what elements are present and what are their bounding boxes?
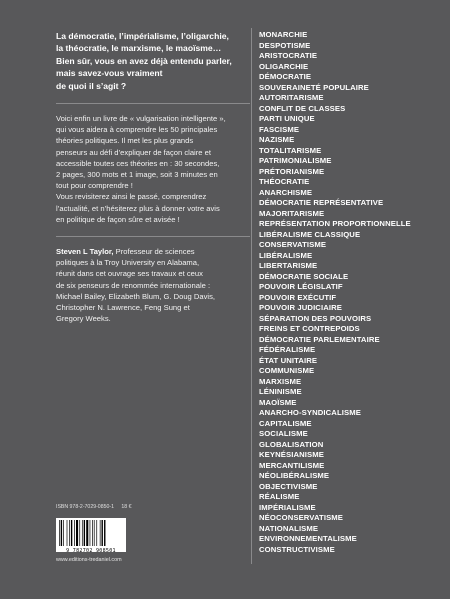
theory-list-item: PATRIMONIALISME [259, 156, 332, 165]
theory-list-item: DÉMOCRATIE REPRÉSENTATIVE [259, 198, 384, 207]
barcode-icon [56, 518, 126, 552]
description-text: Voici enfin un livre de « vulgarisation intelligente », qui vous aidera à comprendre les 50 principales théories politiques. Il met les plus grands penseurs au défi d’expliquer de façon claire et accessible toutes ces théories en : 30 secondes, 2 pages, 300 mots et 1 image, soit 3 minutes en tout pour comprendre ! Vous revisiterez ainsi le passé, comprendrez l’actualité, et n’hésiterez plus à donner votre avis en politique de façon sûre et avisée ! [56, 114, 226, 224]
theory-list-item: DÉMOCRATIE PARLEMENTAIRE [259, 334, 380, 344]
theory-list-item: FREINS ET CONTREPOIDS [259, 324, 360, 333]
theory-list-item: CONSERVATISME [259, 240, 327, 249]
theory-list-item: POUVOIR LÉGISLATIF [259, 282, 343, 291]
theory-list-item: FÉDÉRALISME [259, 345, 316, 354]
theory-list-item: PARTI UNIQUE [259, 114, 315, 123]
theory-list-item: GLOBALISATION [259, 439, 324, 449]
theory-list-item: MAOÏSME [259, 397, 297, 407]
theory-list-item: PRÉTORIANISME [259, 166, 325, 176]
theory-list-item: CONSTRUCTIVISME [259, 544, 335, 554]
section-divider [56, 103, 250, 104]
theory-list-item: LÉNINISME [259, 387, 302, 396]
isbn-code: ISBN 978-2-7029-0850-1 [56, 504, 114, 510]
isbn-line [56, 504, 138, 510]
theory-list-item: MONARCHIE [259, 30, 308, 39]
theory-list-item: FASCISME [259, 124, 300, 134]
theory-list-item: THÉOCRATIE [259, 177, 310, 186]
theory-list-item: LIBÉRALISME CLASSIQUE [259, 229, 361, 239]
price: 18 € [121, 504, 132, 510]
left-column [56, 30, 250, 324]
theory-list-item: MARXISME [259, 376, 302, 386]
column-divider [251, 28, 252, 564]
theory-list-item: REPRÉSENTATION PROPORTIONNELLE [259, 219, 411, 228]
theory-list-item: SÉPARATION DES POUVOIRS [259, 313, 372, 323]
theory-list-item: OBJECTIVISME [259, 481, 318, 491]
theory-list-item: SOUVERAINETÉ POPULAIRE [259, 82, 369, 92]
theory-list-item: POUVOIR EXÉCUTIF [259, 292, 337, 302]
theory-list-item: POUVOIR JUDICIAIRE [259, 303, 342, 312]
theory-list-item: RÉALISME [259, 492, 300, 501]
theory-list-item: NÉOCONSERVATISME [259, 513, 344, 522]
publisher-website: www.editions-tredaniel.com [56, 557, 122, 563]
theory-list-item: COMMUNISME [259, 366, 315, 375]
barcode-digits: 9 782702 908501 [66, 548, 116, 554]
right-column [259, 30, 445, 555]
theory-list-item: CAPITALISME [259, 418, 312, 428]
theory-list-item: TOTALITARISME [259, 145, 322, 155]
theory-list-item: IMPÉRIALISME [259, 502, 316, 512]
theory-list-item: DESPOTISME [259, 40, 311, 50]
section-divider [56, 236, 250, 237]
theory-list-item: AUTORITARISME [259, 93, 324, 102]
theory-list-item: MAJORITARISME [259, 208, 325, 218]
intro-text: La démocratie, l’impérialisme, l’oligarchie, la théocratie, le marxisme, le maoïsme… Bien sûr, vous en avez déjà entendu parler, mais savez-vous vraiment de quoi il s’agit ? [56, 31, 232, 91]
theory-list-item: SOCIALISME [259, 429, 308, 438]
theory-list-item: LIBÉRALISME [259, 250, 313, 260]
theory-list [259, 30, 445, 555]
theory-list-item: MERCANTILISME [259, 460, 325, 470]
author-text: Steven L Taylor, Professeur de sciences politiques à la Troy University en Alabama, réunit dans cet ouvrage ses travaux et ceux de six penseurs de renommée internationale : Michael Bailey, Elizabeth Blum, G. Doug Davis, Christopher N. Lawrence, Feng Sung et Gregory Weeks. [56, 247, 215, 324]
theory-list-item: ANARCHO-SYNDICALISME [259, 408, 361, 417]
theory-list-item: DÉMOCRATIE [259, 72, 312, 81]
theory-list-item: ÉTAT UNITAIRE [259, 355, 318, 365]
theory-list-item: LIBERTARISME [259, 261, 318, 270]
theory-list-item: KEYNÉSIANISME [259, 450, 324, 459]
theory-list-item: CONFLIT DE CLASSES [259, 103, 346, 113]
theory-list-item: ANARCHISME [259, 187, 313, 197]
author-name: Steven L Taylor, [56, 247, 114, 257]
theory-list-item: ENVIRONNEMENTALISME [259, 534, 357, 543]
theory-list-item: NÉOLIBÉRALISME [259, 471, 330, 480]
theory-list-item: NATIONALISME [259, 523, 319, 533]
theory-list-item: NAZISME [259, 135, 295, 144]
theory-list-item: OLIGARCHIE [259, 61, 309, 71]
theory-list-item: DÉMOCRATIE SOCIALE [259, 271, 349, 281]
theory-list-item: ARISTOCRATIE [259, 51, 318, 60]
